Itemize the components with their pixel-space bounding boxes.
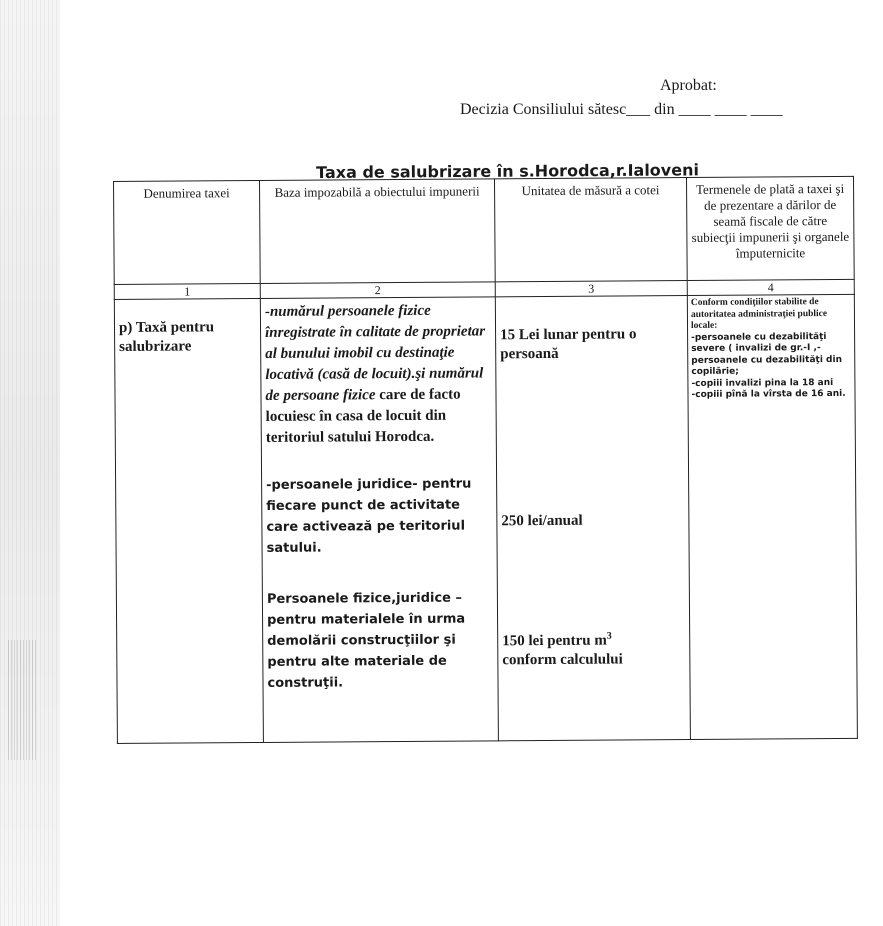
tax-name: p) Taxă pentru salubrizare	[118, 319, 215, 355]
unit-demolition-a: 150 lei pentru m	[502, 632, 607, 650]
cell-unit	[495, 295, 690, 740]
unit-individuals: 15 Lei lunar pentru o persoană	[500, 326, 637, 363]
base-individuals	[265, 300, 492, 449]
header-taxable-base: Baza impozabilă a obiectului impunerii	[259, 179, 495, 284]
base-demolition: Persoanele fizice,juridice – pentru materialele în urma demolării construcţiilor şi pentru alte materiale de construţii.	[266, 590, 466, 691]
terms-heading: Conform condiţiilor stabilite de autoritatea administraţiei publice locale:	[690, 297, 828, 331]
column-number: 1	[114, 283, 260, 299]
decision-line: Decizia Consiliului sătesc___ din ____ ____ ____	[460, 101, 783, 118]
table-row	[114, 294, 857, 743]
header-unit: Unitatea de măsură a cotei	[494, 177, 687, 281]
cell-tax-name	[114, 298, 263, 743]
header-tax-name: Denumirea taxei	[114, 180, 261, 284]
terms-line: -copiii pînă la vîrsta de 16 ani.	[691, 388, 846, 400]
cell-taxable-base	[260, 297, 498, 743]
approved-label: Aprobat:	[660, 77, 717, 94]
table-header-row	[114, 176, 855, 284]
column-number: 4	[687, 279, 854, 295]
header-terms: Termenele de plată a taxei şi de prezentare a dărilor de seamă fiscale de către subiecţii impunerii şi organele împuternicite	[686, 176, 854, 280]
scan-edge-noise	[8, 640, 38, 760]
terms-line: persoanele cu dezabilităţi din copilărie;	[691, 354, 843, 377]
base-individuals-rest: care de facto locuiesc în casa de locuit din teritoriul satului Horodca.	[265, 386, 461, 446]
cell-terms	[687, 294, 857, 739]
scan-edge-shadow	[0, 0, 60, 926]
base-individuals-italic: -numărul persoanele fizice înregistrate în calitate de proprietar al bunului imobil cu destinaţie locativă (casă de locuit).şi numărul de persoane fizice	[264, 302, 486, 404]
tax-table-wrapper	[113, 176, 858, 744]
document-title: Taxa de salubrizare în s.Horodca,r.Ialoveni	[316, 160, 699, 182]
unit-cubic-sup: 3	[606, 630, 612, 642]
column-number: 3	[495, 280, 687, 296]
terms-line: -persoanele cu dezabilităţi severe ( invalizi de gr.-I ,-	[691, 331, 827, 354]
terms-line: -copiii invalizi pina la 18 ani	[691, 377, 834, 389]
unit-demolition-b: conform calculului	[502, 651, 623, 669]
unit-demolition	[502, 626, 685, 670]
column-number: 2	[260, 282, 495, 299]
unit-legal-entities: 250 lei/anual	[501, 512, 583, 530]
base-legal-entities: -persoanele juridice- pentru fiecare punct de activitate care activează pe teritoriul satului.	[266, 476, 472, 556]
tax-table	[113, 176, 858, 744]
